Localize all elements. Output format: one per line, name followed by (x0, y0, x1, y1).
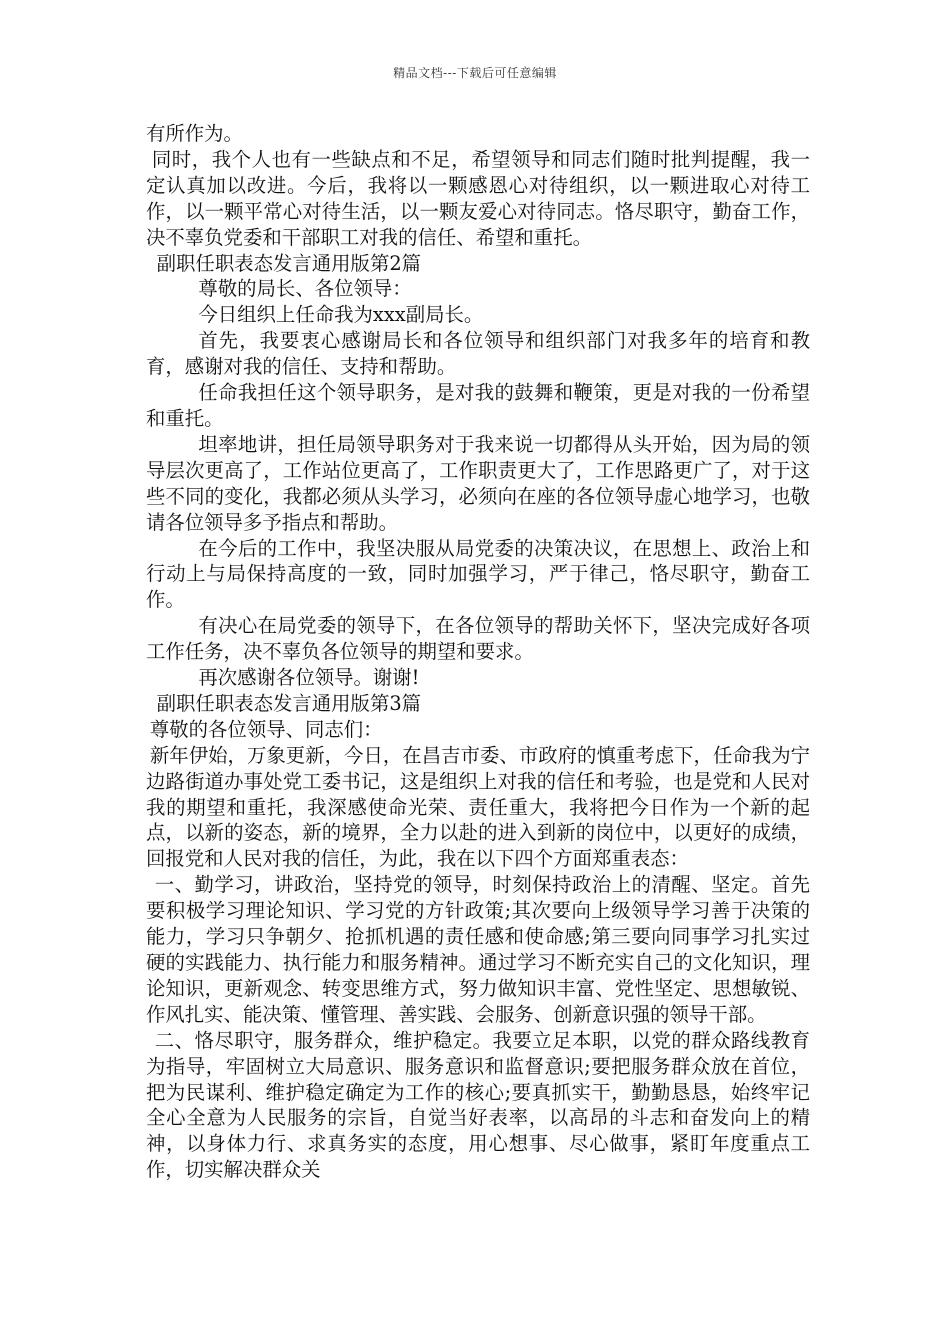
paragraph: 再次感谢各位领导。谢谢! (198, 666, 420, 690)
paragraph: 有决心在局党委的领导下，在各位领导的帮助关怀下，坚决完成好各项工作任务，决不辜负各位领导的期望和要求。 (146, 614, 810, 664)
section-heading: 副职任职表态发言通用版第3篇 (156, 691, 422, 715)
paragraph: 同时，我个人也有一些缺点和不足，希望领导和同志们随时批判提醒，我一定认真加以改进。今后，我将以一颗感恩心对待组织，以一颗进取心对待工作，以一颗平常心对待生活，以一颗友爱心对待同志。恪尽职守，勤奋工作，决不辜负党委和干部职工对我的信任、希望和重托。 (146, 147, 810, 249)
paragraph: 二、恪尽职守，服务群众，维护稳定。我要立足本职，以党的群众路线教育为指导，牢固树立大局意识、服务意识和监督意识;要把服务群众放在首位，把为民谋利、维护稳定确定为工作的核心;要真抓实干，勤勤恳恳，始终牢记全心全意为人民服务的宗旨，自觉当好表率，以高昂的斗志和奋发向上的精神，以身体力行、求真务实的态度，用心想事、尽心做事，紧盯年度重点工作，切实解决群众关 (146, 1028, 810, 1182)
paragraph: 在今后的工作中，我坚决服从局党委的决策决议，在思想上、政治上和行动上与局保持高度的一致，同时加强学习，严于律己，恪尽职守，勤奋工作。 (146, 536, 810, 612)
paragraph: 坦率地讲，担任局领导职务对于我来说一切都得从头开始，因为局的领导层次更高了，工作站位更高了，工作职责更大了，工作思路更广了，对于这些不同的变化，我都必须从头学习，必须向在座的各位领导虚心地学习，也敬请各位领导多予指点和帮助。 (146, 432, 810, 534)
paragraph: 新年伊始，万象更新，今日，在昌吉市委、市政府的慎重考虑下，任命我为宁边路街道办事处党工委书记，这是组织上对我的信任和考验，也是党和人民对我的期望和重托，我深感使命光荣、责任重大，我将把今日作为一个新的起点，以新的姿态，新的境界，全力以赴的进入到新的岗位中，以更好的成绩，回报党和人民对我的信任，为此，我在以下四个方面郑重表态： (146, 743, 810, 871)
paragraph: 首先，我要衷心感谢局长和各位领导和组织部门对我多年的培育和教育，感谢对我的信任、支持和帮助。 (146, 329, 810, 379)
salutation: 尊敬的局长、各位领导： (198, 277, 412, 301)
section-heading: 副职任职表态发言通用版第2篇 (156, 251, 422, 275)
document-body (146, 121, 810, 1183)
paragraph: 有所作为。 (146, 122, 243, 145)
salutation: 尊敬的各位领导、同志们： (149, 717, 383, 741)
paragraph: 一、勤学习，讲政治，坚持党的领导，时刻保持政治上的清醒、坚定。首先要积极学习理论知识、学习党的方针政策;其次要向上级领导学习善于决策的能力，学习只争朝夕、抢抓机遇的责任感和使命感;第三要向同事学习扎实过硬的实践能力、执行能力和服务精神。通过学习不断充实自己的文化知识，理论知识，更新观念、转变思维方式，努力做知识丰富、党性坚定、思想敏锐、作风扎实、能决策、懂管理、善实践、会服务、创新意识强的领导干部。 (146, 873, 810, 1026)
paragraph: 今日组织上任命我为xxx副局长。 (198, 303, 484, 327)
page-header: 精品文档---下载后可任意编辑 (393, 66, 557, 80)
paragraph: 任命我担任这个领导职务，是对我的鼓舞和鞭策，更是对我的一份希望和重托。 (146, 381, 810, 430)
